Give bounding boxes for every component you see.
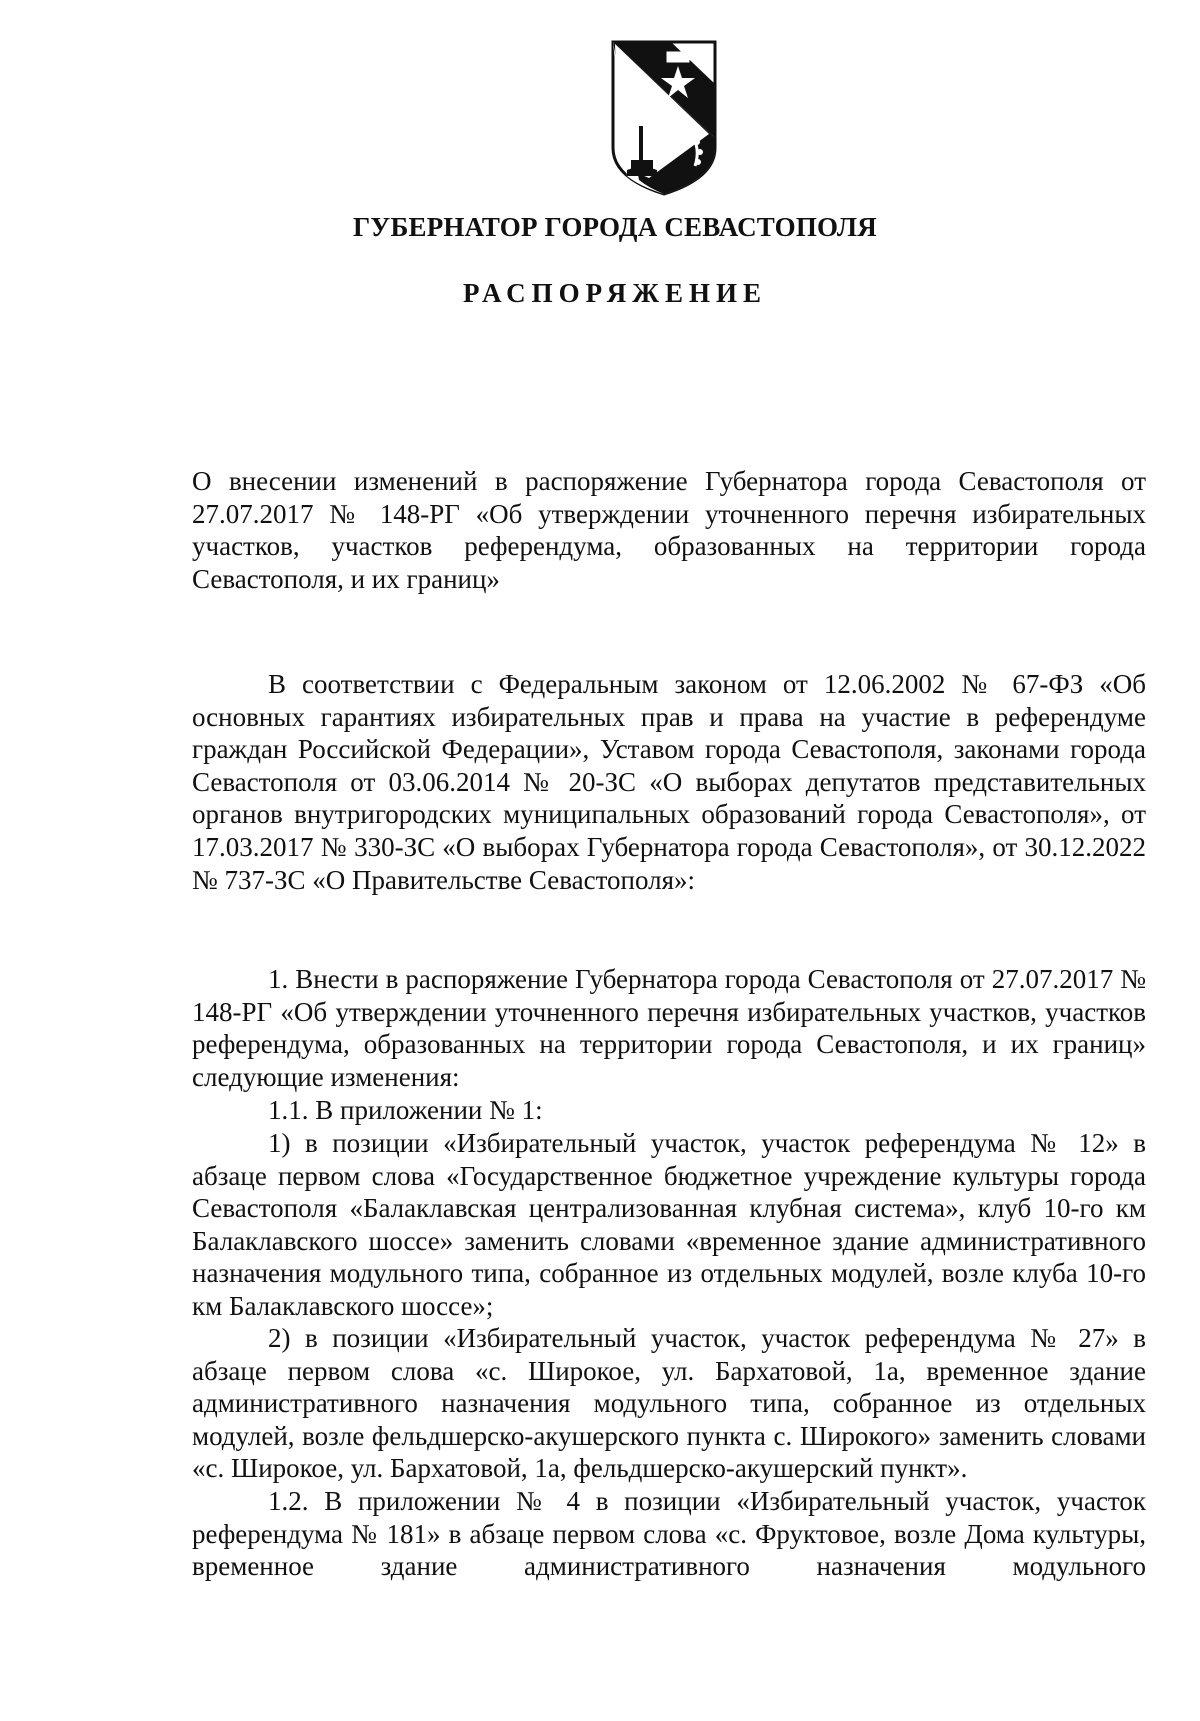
document-type: РАСПОРЯЖЕНИЕ (462, 278, 768, 308)
subitem-1: 1) в позиции «Избирательный участок, участок референдума № 12» в абзаце первом слова «Государственное бюджетное учреждение культуры города Севастополя «Балаклавская централизованная клубная система», клуб 10-го км Балаклавского шоссе» заменить словами «временное здание административного назначения модульного типа, собранное из отдельных модулей, возле клуба 10-го км Балаклавского шоссе»; (192, 1128, 1146, 1321)
sevastopol-coat-of-arms-icon (609, 38, 719, 198)
item-1: 1. Внести в распоряжение Губернатора города Севастополя от 27.07.2017 № 148-РГ «Об утверждении уточненного перечня избирательных участков, участков референдума, образованных на территории города Севастополя, и их границ» следующие изменения: (192, 964, 1146, 1092)
item-1-1: 1.1. В приложении № 1: (268, 1095, 543, 1125)
document-subject: О внесении изменений в распоряжение Губернатора города Севастополя от 27.07.2017 № 148-РГ «Об утверждении уточненного перечня избирательных участков, участков референдума, образованных на территории города Севастополя, и их границ» (192, 466, 1146, 594)
item-1-2: 1.2. В приложении № 4 в позиции «Избирательный участок, участок референдума № 181» в абзаце первом слова «с. Фруктовое, возле Дома культуры, временное здание административного назначения модульного (192, 1486, 1146, 1582)
legal-basis-paragraph: В соответствии с Федеральным законом от 12.06.2002 № 67-ФЗ «Об основных гарантиях избирательных прав и права на участие в референдуме граждан Российской Федерации», Уставом города Севастополя, законами города Севастополя от 03.06.2014 № 20-ЗС «О выборах депутатов представительных органов внутригородских муниципальных образований города Севастополя», от 17.03.2017 № 330-ЗС «О выборах Губернатора города Севастополя», от 30.12.2022 № 737-ЗС «О Правительстве Севастополя»: (192, 669, 1146, 895)
subitem-2: 2) в позиции «Избирательный участок, участок референдума № 27» в абзаце первом слова «с. Широкое, ул. Бархатовой, 1а, временное здание административного назначения модульного типа, собранное из отдельных модулей, возле фельдшерско-акушерского пункта с. Широкого» заменить словами «с. Широкое, ул. Бархатовой, 1а, фельдшерско-акушерский пункт». (192, 1323, 1146, 1484)
issuing-authority: ГУБЕРНАТОР ГОРОДА СЕВАСТОПОЛЯ (353, 212, 877, 242)
